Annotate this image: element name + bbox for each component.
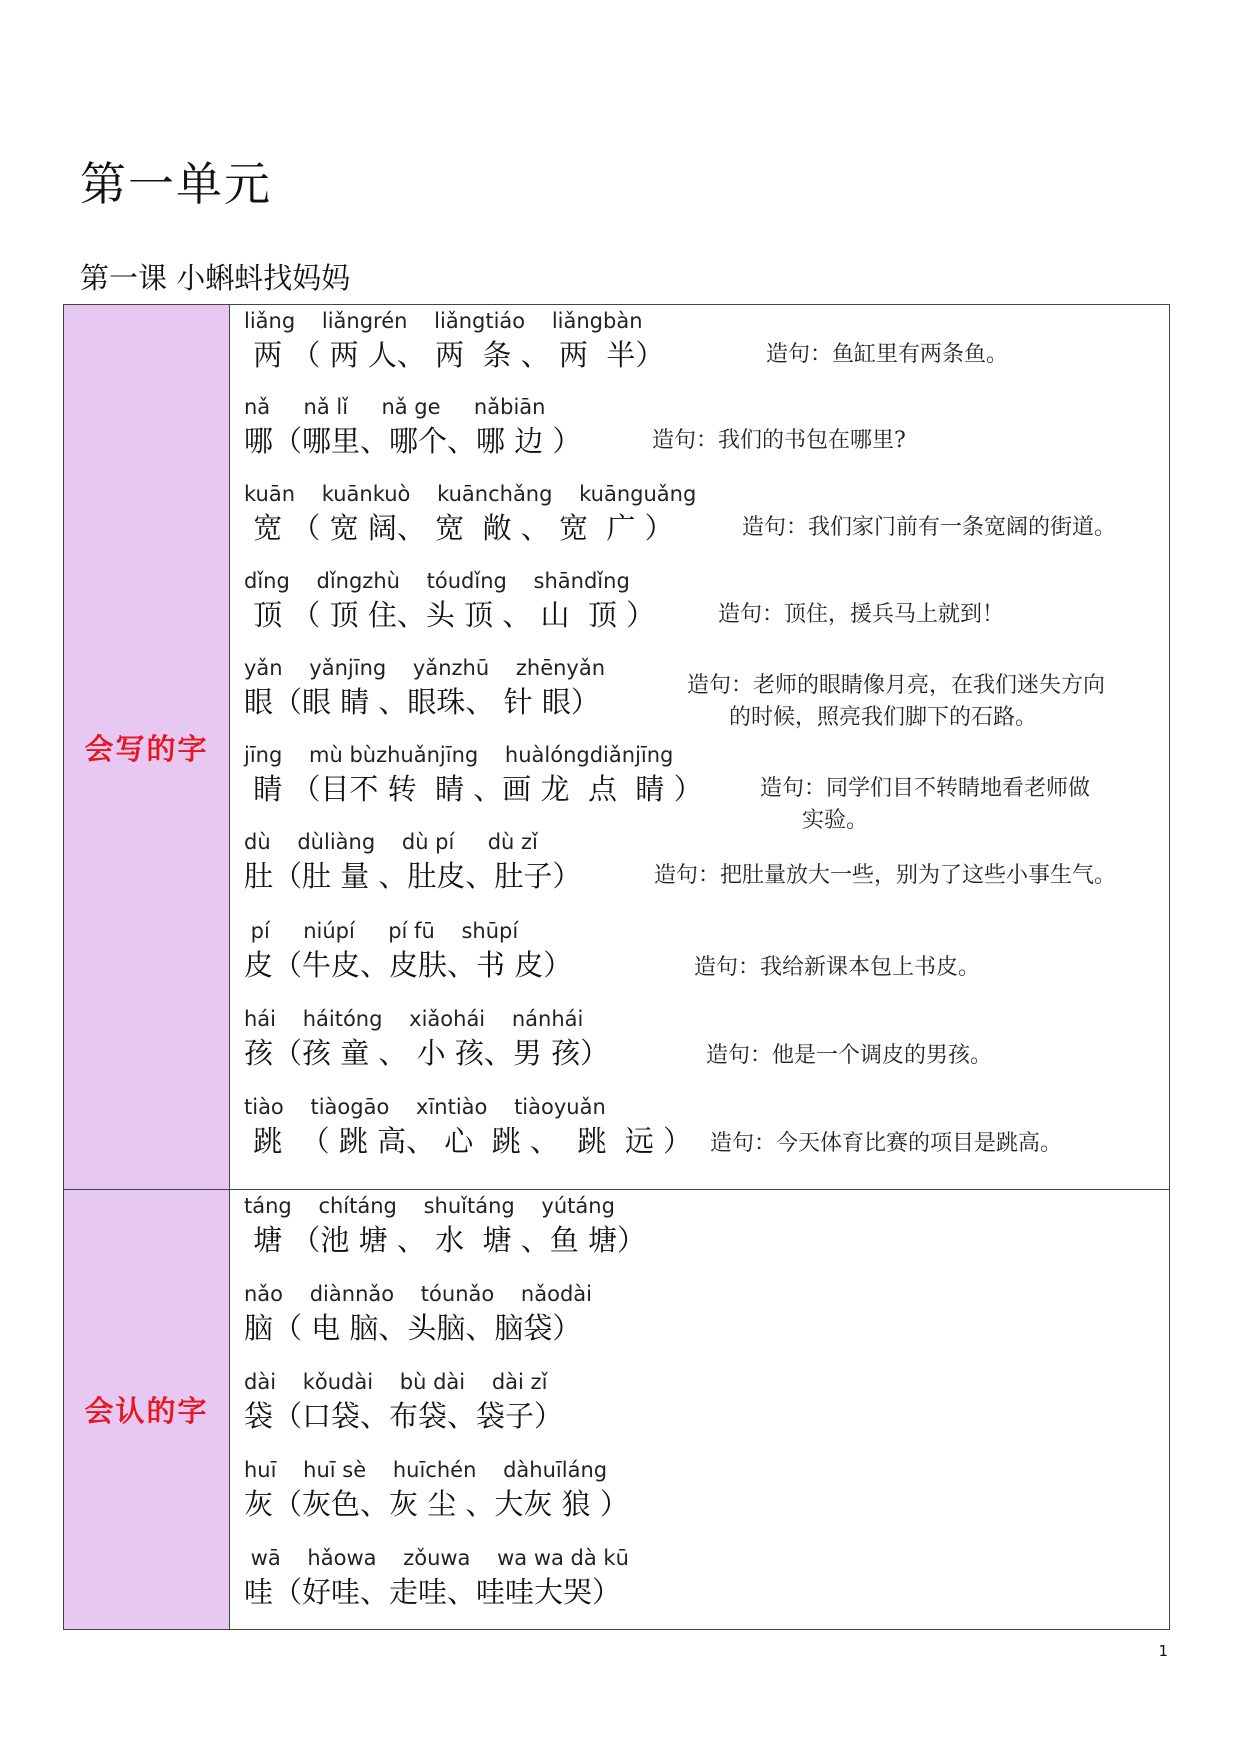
entry-pinyin: jīng mù bùzhuǎnjīng huàlóngdiǎnjīng: [244, 743, 674, 767]
entry-pinyin: tiào tiàogāo xīntiào tiàoyuǎn: [244, 1095, 606, 1119]
section-read-label: 会认的字: [84, 1394, 209, 1428]
write-entry-6: [244, 743, 1169, 831]
entry-hanzi: 哇（好哇、走哇、哇哇大哭）: [244, 1575, 622, 1609]
entry-hanzi: 塘 （池 塘 、 水 塘 、鱼 塘）: [244, 1223, 646, 1257]
read-entry-1: [244, 1194, 1169, 1282]
write-entry-9: [244, 1007, 1169, 1095]
section-read-content: [232, 1190, 1169, 1629]
write-entry-3: [244, 482, 1169, 570]
entry-sentence: 造句：把肚量放大一些，别为了这些小事生气。: [654, 863, 1117, 888]
entry-hanzi: 灰（灰色、灰 尘 、大灰 狼 ）: [244, 1487, 629, 1521]
entry-pinyin: yǎn yǎnjīng yǎnzhū zhēnyǎn: [244, 656, 606, 680]
section-write: [64, 305, 1169, 1190]
entry-pinyin: huī huī sè huīchén dàhuīláng: [244, 1458, 608, 1482]
write-entry-8: [244, 919, 1169, 1007]
write-entry-2: [244, 395, 1169, 483]
entry-hanzi: 孩（孩 童 、 小 孩、男 孩）: [244, 1036, 610, 1070]
entry-pinyin: wā hǎowa zǒuwa wa wa dà kū: [244, 1546, 629, 1570]
read-entry-2: [244, 1282, 1169, 1370]
entry-hanzi: 眼（眼 睛 、眼珠、 针 眼）: [244, 685, 600, 719]
entry-pinyin: liǎng liǎngrén liǎngtiáo liǎngbàn: [244, 309, 643, 333]
write-entry-4: [244, 569, 1169, 657]
entry-hanzi: 宽 （ 宽 阔、 宽 敞 、 宽 广 ）: [244, 511, 674, 545]
entry-hanzi: 两 （ 两 人、 两 条 、 两 半）: [244, 338, 665, 372]
entry-sentence: 造句：鱼缸里有两条鱼。: [766, 342, 1009, 367]
read-entry-5: [244, 1546, 1169, 1634]
vocabulary-table: [63, 304, 1170, 1630]
write-entry-1: [244, 309, 1169, 397]
entry-hanzi: 跳 （ 跳 高、 心 跳 、 跳 远 ）: [244, 1124, 693, 1158]
entry-hanzi: 顶 （ 顶 住、头 顶 、 山 顶 ）: [244, 598, 656, 632]
entry-hanzi: 袋（口袋、布袋、袋子）: [244, 1399, 564, 1433]
entry-sentence: 造句：我们家门前有一条宽阔的街道。: [742, 515, 1117, 540]
section-write-label-cell: [64, 305, 230, 1189]
entry-pinyin: dǐng dǐngzhù tóudǐng shāndǐng: [244, 569, 630, 593]
section-read-label-cell: [64, 1190, 230, 1629]
entry-pinyin: nǎ nǎ lǐ nǎ ge nǎbiān: [244, 395, 546, 419]
entry-hanzi: 脑（ 电 脑、头脑、脑袋）: [244, 1311, 582, 1345]
write-entry-5: [244, 656, 1169, 744]
entry-hanzi: 哪（哪里、哪个、哪 边 ）: [244, 424, 582, 458]
page-number: 1: [1158, 1642, 1168, 1660]
read-entry-3: [244, 1370, 1169, 1458]
entry-pinyin: pí niúpí pí fū shūpí: [244, 919, 519, 943]
entry-sentence: 造句：我们的书包在哪里?: [652, 428, 906, 453]
section-write-content: [232, 305, 1169, 1189]
write-entry-7: [244, 830, 1169, 918]
entry-hanzi: 皮（牛皮、皮肤、书 皮）: [244, 948, 573, 982]
entry-pinyin: nǎo diànnǎo tóunǎo nǎodài: [244, 1282, 592, 1306]
section-write-label: 会写的字: [84, 731, 209, 766]
entry-hanzi: 肚（肚 量 、肚皮、肚子）: [244, 859, 582, 893]
entry-pinyin: dài kǒudài bù dài dài zǐ: [244, 1370, 548, 1394]
entry-pinyin: hái háitóng xiǎohái nánhái: [244, 1007, 584, 1031]
entry-sentence: 造句：我给新课本包上书皮。: [694, 955, 981, 980]
write-entry-10: [244, 1095, 1169, 1183]
entry-hanzi: 睛 （目不 转 睛 、画 龙 点 睛 ）: [244, 772, 703, 806]
entry-pinyin: kuān kuānkuò kuānchǎng kuānguǎng: [244, 482, 697, 506]
entry-pinyin: dù dùliàng dù pí dù zǐ: [244, 830, 538, 854]
section-read: [64, 1190, 1169, 1629]
entry-sentence: 造句：老师的眼睛像月亮，在我们迷失方向 的时候，照亮我们脚下的石路。: [687, 673, 1106, 730]
lesson-title: 第一课 小蝌蚪找妈妈: [80, 261, 351, 295]
entry-sentence: 造句：今天体育比赛的项目是跳高。: [710, 1131, 1063, 1156]
entry-sentence: 造句：他是一个调皮的男孩。: [706, 1043, 993, 1068]
entry-sentence: 造句：顶住，援兵马上就到！: [718, 602, 1005, 627]
unit-title: 第一单元: [80, 157, 272, 211]
entry-pinyin: táng chítáng shuǐtáng yútáng: [244, 1194, 615, 1218]
entry-sentence: 造句：同学们目不转睛地看老师做 实验。: [760, 776, 1091, 833]
read-entry-4: [244, 1458, 1169, 1546]
